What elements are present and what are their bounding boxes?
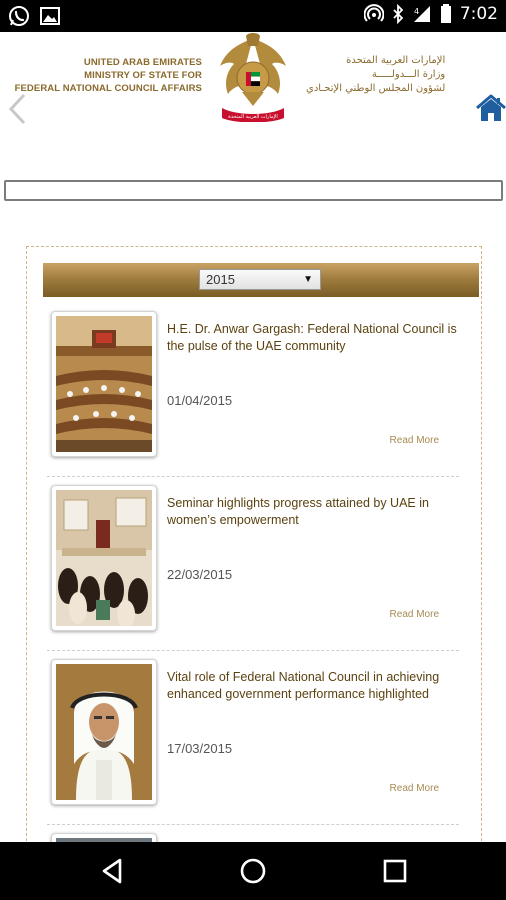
news-thumbnail[interactable] [51, 659, 157, 805]
news-title[interactable]: Seminar highlights progress attained by UAE in women’s empowerment [167, 496, 429, 527]
news-date: 22/03/2015 [167, 567, 233, 582]
back-nav-icon[interactable] [98, 856, 128, 886]
news-item[interactable] [45, 477, 461, 651]
app-header [0, 32, 506, 152]
back-arrow-icon[interactable] [6, 92, 28, 126]
read-more-link[interactable]: Read More [389, 783, 439, 794]
news-thumbnail[interactable] [51, 485, 157, 631]
news-item[interactable] [45, 303, 461, 477]
home-icon[interactable] [476, 94, 506, 122]
year-filter-bar [43, 263, 479, 297]
council-chamber-photo [56, 316, 152, 452]
battery-icon [440, 4, 452, 24]
signal-icon [412, 4, 432, 24]
news-container [26, 246, 482, 846]
dropdown-arrow-icon: ▼ [303, 274, 313, 285]
system-nav-bar [0, 842, 506, 900]
image-icon [40, 6, 60, 26]
svg-text:الإمارات العربية المتحدة: الإمارات العربية المتحدة [228, 114, 278, 120]
hotspot-icon [364, 4, 384, 24]
news-date: 01/04/2015 [167, 393, 233, 408]
whatsapp-icon [8, 5, 30, 27]
status-bar [0, 0, 506, 32]
ministry-name-en: UNITED ARAB EMIRATES MINISTRY OF STATE FOR FEDERAL NATIONAL COUNCIL AFFAIRS [14, 57, 202, 94]
news-thumbnail[interactable] [51, 311, 157, 457]
clock-time: 7:02 [459, 4, 498, 24]
ministry-name-ar: الإمارات العربية المتحدة وزارة الـــدولـــــة لشؤون المجلس الوطني الإتحـادي [306, 55, 446, 94]
news-date: 17/03/2015 [167, 741, 233, 756]
news-item[interactable] [45, 651, 461, 825]
news-title[interactable]: Vital role of Federal National Council in achieving enhanced government performance highlighted [167, 670, 440, 701]
news-title[interactable]: H.E. Dr. Anwar Gargash: Federal National Council is the pulse of the UAE community [167, 322, 457, 353]
official-portrait-photo [56, 664, 152, 800]
bluetooth-icon [392, 4, 404, 24]
read-more-link[interactable]: Read More [389, 609, 439, 620]
seminar-photo [56, 490, 152, 626]
uae-emblem-logo [216, 32, 290, 122]
svg-text:4: 4 [413, 7, 419, 16]
recents-nav-icon[interactable] [380, 856, 410, 886]
year-select[interactable]: 2015 ▼ [199, 269, 321, 290]
search-input[interactable] [4, 180, 503, 201]
read-more-link[interactable]: Read More [389, 435, 439, 446]
home-nav-icon[interactable] [238, 856, 268, 886]
